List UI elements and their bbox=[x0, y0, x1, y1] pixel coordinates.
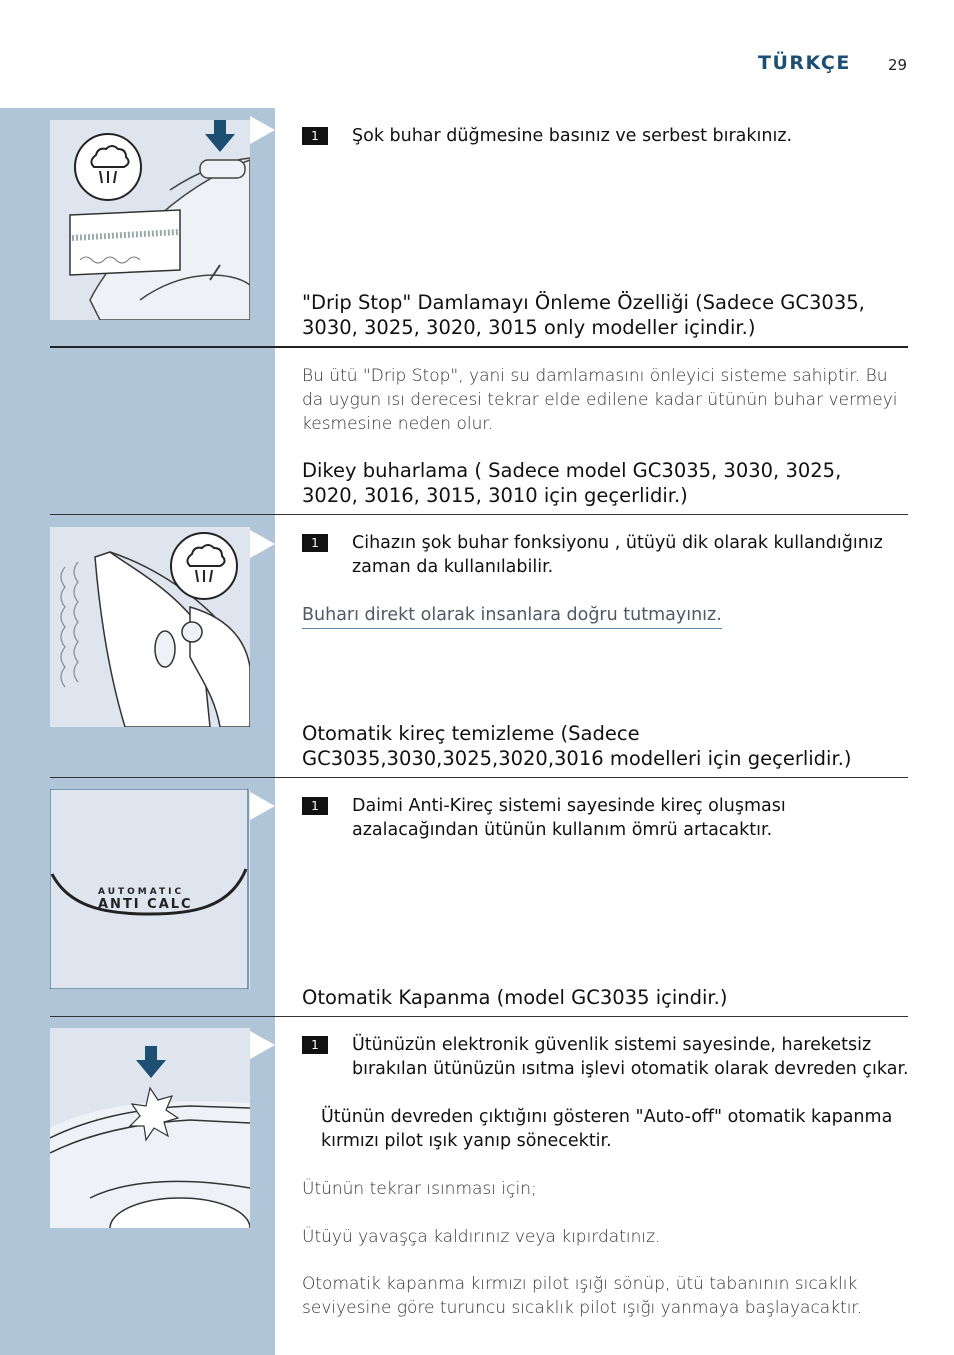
anti-calc-illustration bbox=[50, 789, 250, 989]
language-header: TÜRKÇE bbox=[758, 52, 851, 74]
steam-icon bbox=[74, 133, 142, 201]
shot-steam-illustration bbox=[50, 120, 250, 320]
auto-off-para-2: Ütüyü yavaşça kaldırınız veya kıpırdatınız. bbox=[302, 1227, 661, 1247]
illustration-notch bbox=[250, 792, 275, 820]
step-marker: 1 bbox=[302, 534, 328, 552]
anti-calc-label-top: AUTOMATIC bbox=[98, 887, 185, 897]
press-down-arrow-icon bbox=[205, 120, 235, 152]
anti-calc-label-bottom: ANTI CALC bbox=[98, 897, 193, 912]
auto-off-para-3: Otomatik kapanma kırmızı pilot ışığı sönüp, ütü tabanının sıcaklık seviyesine göre turuncu sıcaklık pilot ışığı yanmaya başlayacaktır. bbox=[302, 1274, 863, 1318]
drip-stop-body: Bu ütü "Drip Stop", yani su damlamasını önleyici sisteme sahiptir. Bu da uygun ısı derecesi tekrar elde edilene kadar ütünün buhar vermeyi kesmesine neden olur. bbox=[302, 366, 898, 434]
step-marker: 1 bbox=[302, 797, 328, 815]
illustration-notch bbox=[250, 530, 275, 558]
section-divider bbox=[50, 514, 908, 515]
vertical-steam-step-text: Cihazın şok buhar fonksiyonu , ütüyü dik olarak kullandığınız zaman da kullanılabilir. bbox=[352, 533, 883, 577]
shot-steam-step-text: Şok buhar düğmesine basınız ve serbest bırakınız. bbox=[352, 126, 793, 146]
steam-icon bbox=[170, 532, 238, 600]
auto-calc-step-text: Daimi Anti-Kireç sistemi sayesinde kireç oluşması azalacağından ütünün kullanım ömrü artacaktır. bbox=[352, 796, 786, 840]
auto-off-para-1: Ütünün tekrar ısınması için; bbox=[302, 1179, 537, 1199]
illustration-notch bbox=[250, 1031, 275, 1059]
page-number: 29 bbox=[888, 56, 908, 74]
illustration-notch bbox=[250, 116, 275, 144]
section-divider bbox=[50, 1016, 908, 1017]
step-marker: 1 bbox=[302, 127, 328, 145]
section-divider bbox=[50, 346, 908, 348]
vertical-steam-heading: Dikey buharlama ( Sadece model GC3035, 3030, 3025, 3020, 3016, 3015, 3010 için geçerlidir.) bbox=[302, 459, 842, 507]
vertical-steam-warning: Buharı direkt olarak insanlara doğru tutmayınız. bbox=[302, 603, 722, 629]
auto-calc-heading: Otomatik kireç temizleme (Sadece GC3035,3030,3025,3020,3016 modelleri için geçerlidir.) bbox=[302, 722, 852, 770]
press-down-arrow-icon bbox=[136, 1046, 166, 1078]
step-marker: 1 bbox=[302, 1036, 328, 1054]
drip-stop-heading: "Drip Stop" Damlamayı Önleme Özelliği (Sadece GC3035, 3030, 3025, 3020, 3015 only modeller içindir.) bbox=[302, 291, 865, 339]
section-divider bbox=[50, 777, 908, 778]
auto-off-step-text: Ütünüzün elektronik güvenlik sistemi sayesinde, hareketsiz bırakılan ütünüzün ısıtma işlevi otomatik olarak devreden çıkar. bbox=[352, 1035, 909, 1079]
auto-off-sub-text: Ütünün devreden çıktığını gösteren "Auto-off" otomatik kapanma kırmızı pilot ışık yanıp sönecektir. bbox=[321, 1107, 893, 1151]
auto-off-illustration bbox=[50, 1028, 250, 1228]
vertical-steam-illustration bbox=[50, 527, 250, 727]
auto-off-heading: Otomatik Kapanma (model GC3035 içindir.) bbox=[302, 986, 728, 1009]
